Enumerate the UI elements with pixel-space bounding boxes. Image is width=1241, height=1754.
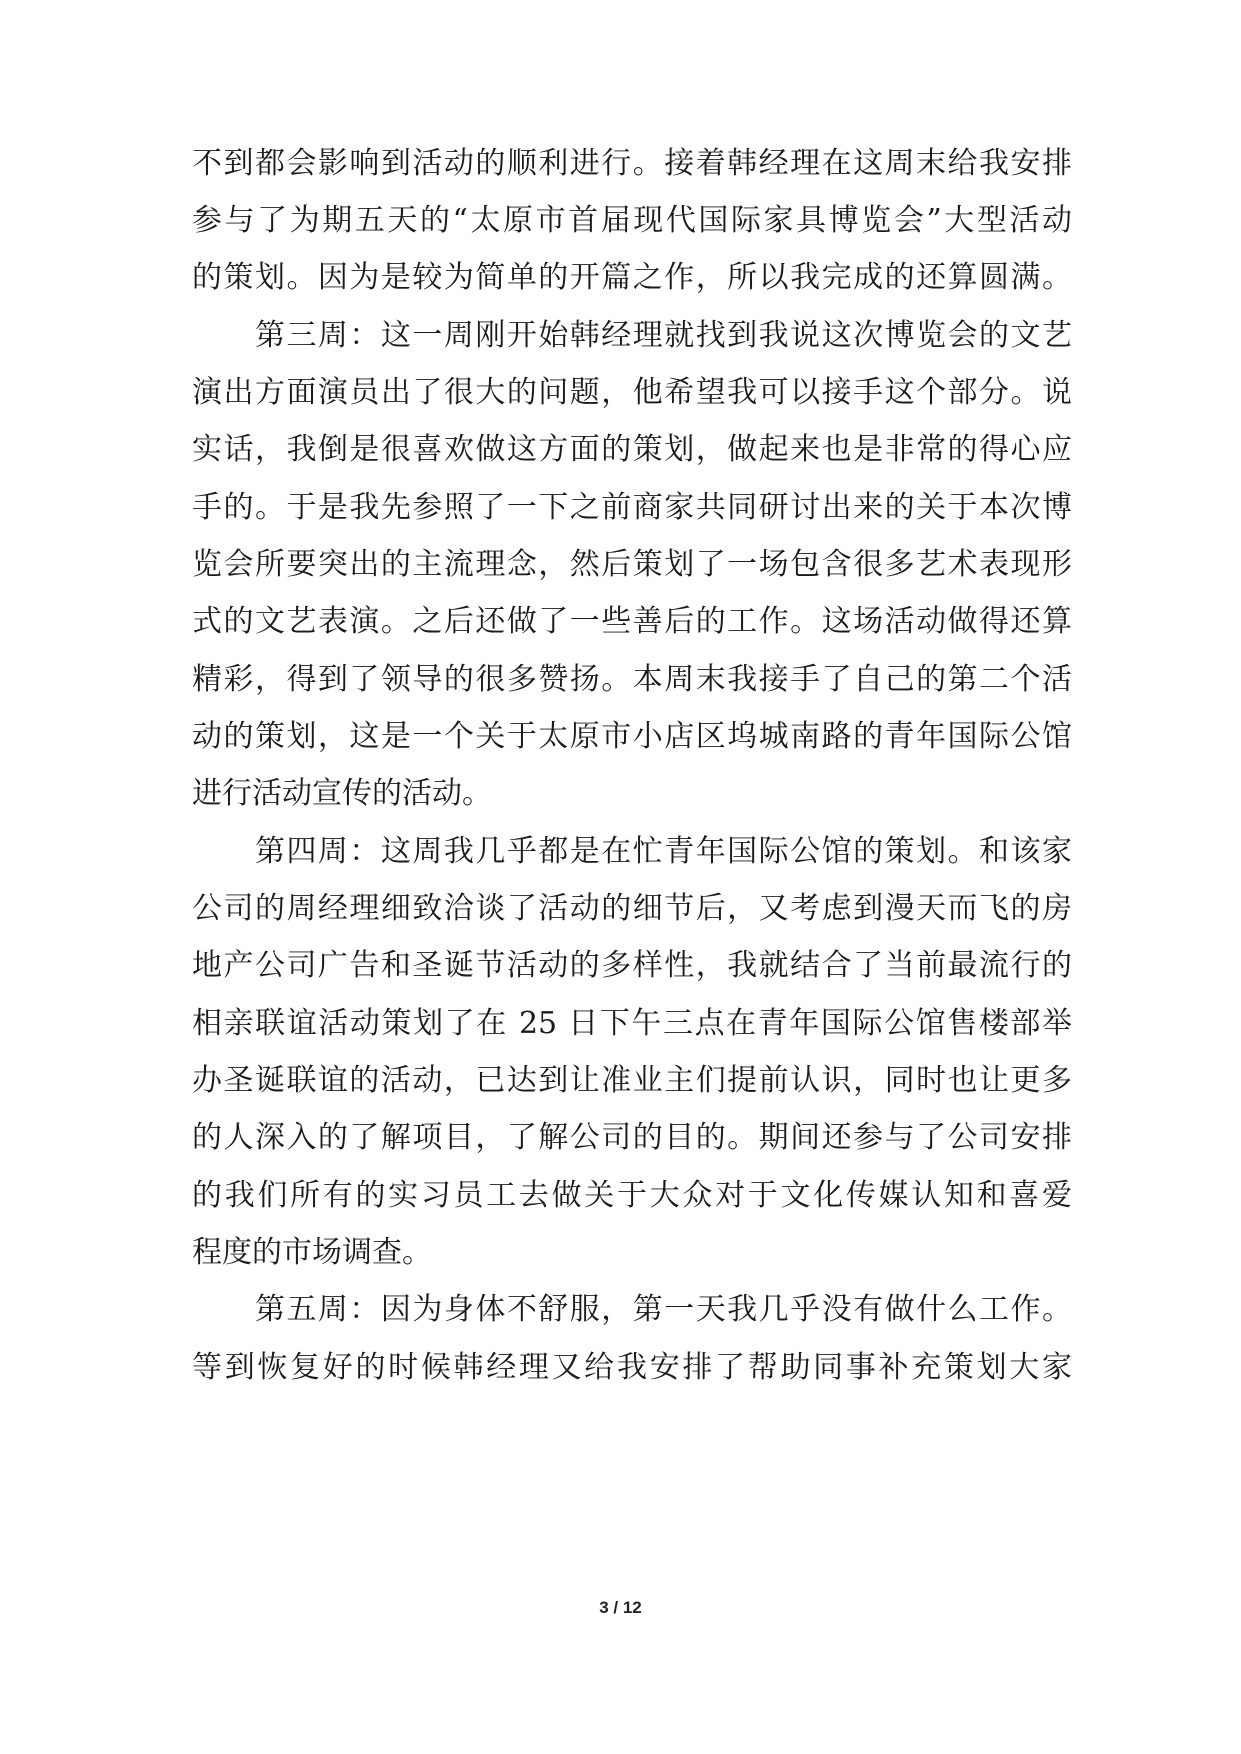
text-line: 的策划。因为是较为简单的开篇之作，所以我完成的还算圆满。 <box>192 260 1072 295</box>
text-line: 第四周：这周我几乎都是在忙青年国际公馆的策划。和该家 <box>192 834 1072 869</box>
text-line: 公司的周经理细致洽谈了活动的细节后，又考虑到漫天而飞的房 <box>192 891 1072 926</box>
page-number: 3 / 12 <box>599 1598 642 1617</box>
text-line: 第五周：因为身体不舒服，第一天我几乎没有做什么工作。 <box>192 1292 1072 1327</box>
text-line: 动的策划，这是一个关于太原市小店区坞城南路的青年国际公馆 <box>192 719 1072 754</box>
text-line: 相亲联谊活动策划了在 25 日下午三点在青年国际公馆售楼部举 <box>192 1006 1072 1041</box>
text-line: 等到恢复好的时候韩经理又给我安排了帮助同事补充策划大家 <box>192 1350 1072 1385</box>
text-line: 程度的市场调查。 <box>192 1235 432 1270</box>
text-line: 手的。于是我先参照了一下之前商家共同研讨出来的关于本次博 <box>192 490 1072 525</box>
text-line: 地产公司广告和圣诞节活动的多样性，我就结合了当前最流行的 <box>192 948 1072 983</box>
text-line: 第三周：这一周刚开始韩经理就找到我说这次博览会的文艺 <box>192 318 1072 353</box>
text-line: 实话，我倒是很喜欢做这方面的策划，做起来也是非常的得心应 <box>192 432 1072 467</box>
text-line: 演出方面演员出了很大的问题，他希望我可以接手这个部分。说 <box>192 375 1072 410</box>
text-line: 精彩，得到了领导的很多赞扬。本周末我接手了自己的第二个活 <box>192 662 1072 697</box>
text-line: 参与了为期五天的“太原市首届现代国际家具博览会”大型活动 <box>192 203 1072 238</box>
text-line: 办圣诞联谊的活动，已达到让准业主们提前认识，同时也让更多 <box>192 1063 1072 1098</box>
text-line: 的人深入的了解项目，了解公司的目的。期间还参与了公司安排 <box>192 1120 1072 1155</box>
text-line: 进行活动宣传的活动。 <box>192 776 492 811</box>
text-line: 的我们所有的实习员工去做关于大众对于文化传媒认知和喜爱 <box>192 1178 1072 1213</box>
text-line: 式的文艺表演。之后还做了一些善后的工作。这场活动做得还算 <box>192 604 1072 639</box>
text-line: 不到都会影响到活动的顺利进行。接着韩经理在这周末给我安排 <box>192 146 1072 181</box>
text-line: 览会所要突出的主流理念，然后策划了一场包含很多艺术表现形 <box>192 547 1072 582</box>
